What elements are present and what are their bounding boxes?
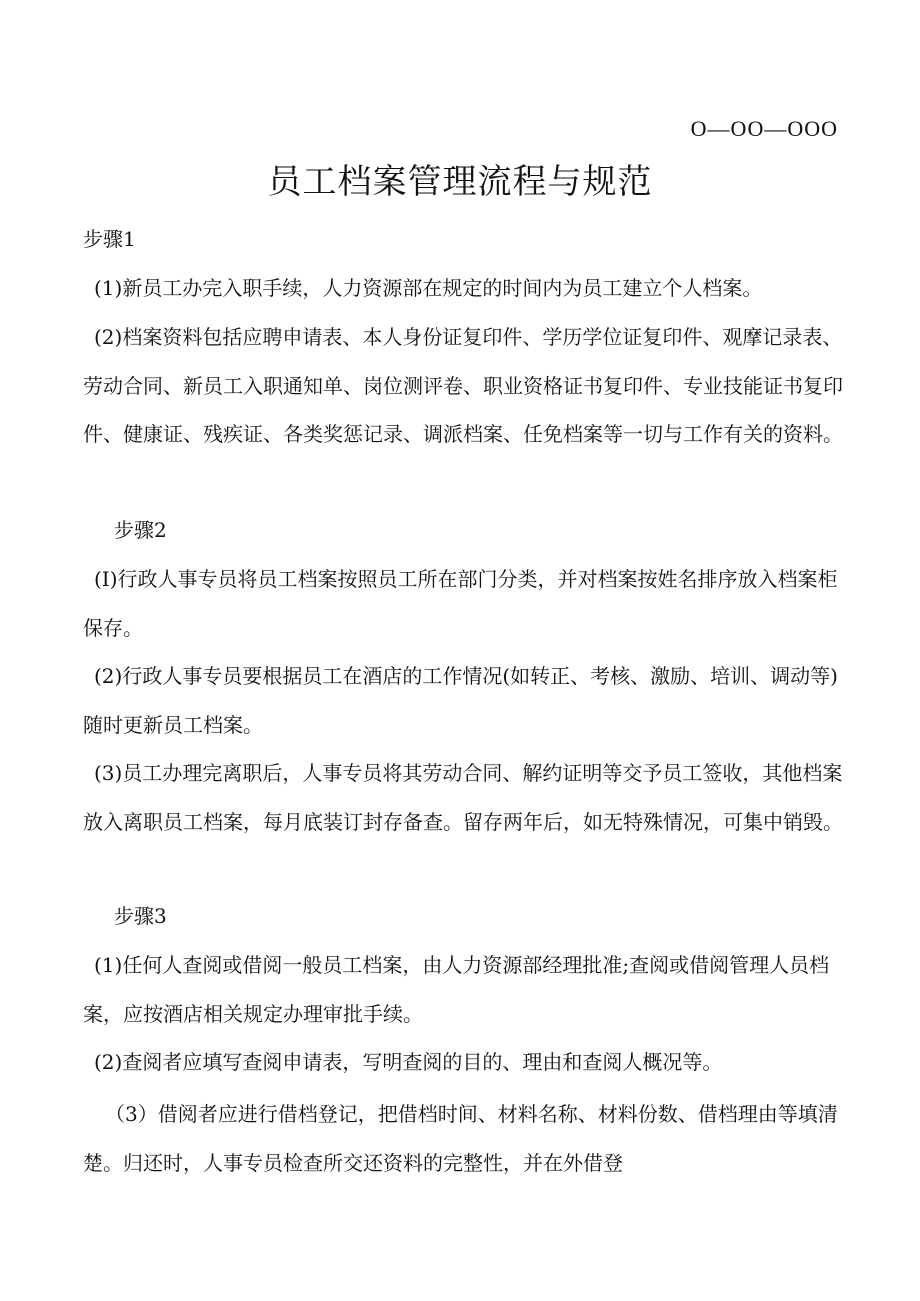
document-title: 员工档案管理流程与规范 xyxy=(267,162,653,202)
step-3-heading: 步骤3 xyxy=(114,904,167,928)
step-3-paragraph-2: (2)查阅者应填写查阅申请表，写明查阅的目的、理由和查阅人概况等。 xyxy=(94,1050,723,1074)
step-1-heading: 步骤1 xyxy=(83,227,136,251)
step-2-heading: 步骤2 xyxy=(114,518,167,542)
step-3-paragraph-3: （3）借阅者应进行借档登记，把借档时间、材料名称、材料份数、借档理由等填清楚。归还时，人事专员检查所交还资料的完整性，并在外借登 xyxy=(83,1102,838,1175)
step-2-paragraph-2: (2)行政人事专员要根据员工在酒店的工作情况(如转正、考核、激励、培训、调动等)随时更新员工档案。 xyxy=(83,664,838,737)
step-1-paragraph-1: (1)新员工办完入职手续，人力资源部在规定的时间内为员工建立个人档案。 xyxy=(94,276,763,300)
step-1-paragraph-2: (2)档案资料包括应聘申请表、本人身份证复印件、学历学位证复印件、观摩记录表、劳动合同、新员工入职通知单、岗位测评卷、职业资格证书复印件、专业技能证书复印件、健康证、残疾证、各类奖惩记录、调派档案、任免档案等一切与工作有关的资料。 xyxy=(83,325,843,446)
step-2-paragraph-3: (3)员工办理完离职后，人事专员将其劳动合同、解约证明等交予员工签收，其他档案放入离职员工档案，每月底装订封存备查。留存两年后，如无特殊情况，可集中销毁。 xyxy=(83,761,843,834)
step-2-paragraph-1: (I)行政人事专员将员工档案按照员工所在部门分类，并对档案按姓名排序放入档案柜保存。 xyxy=(83,567,838,640)
step-3-paragraph-1: (1)任何人查阅或借阅一般员工档案，由人力资源部经理批准;查阅或借阅管理人员档案，应按酒店相关规定办理审批手续。 xyxy=(83,953,830,1026)
document-code: O—OO—OOO xyxy=(690,116,838,141)
